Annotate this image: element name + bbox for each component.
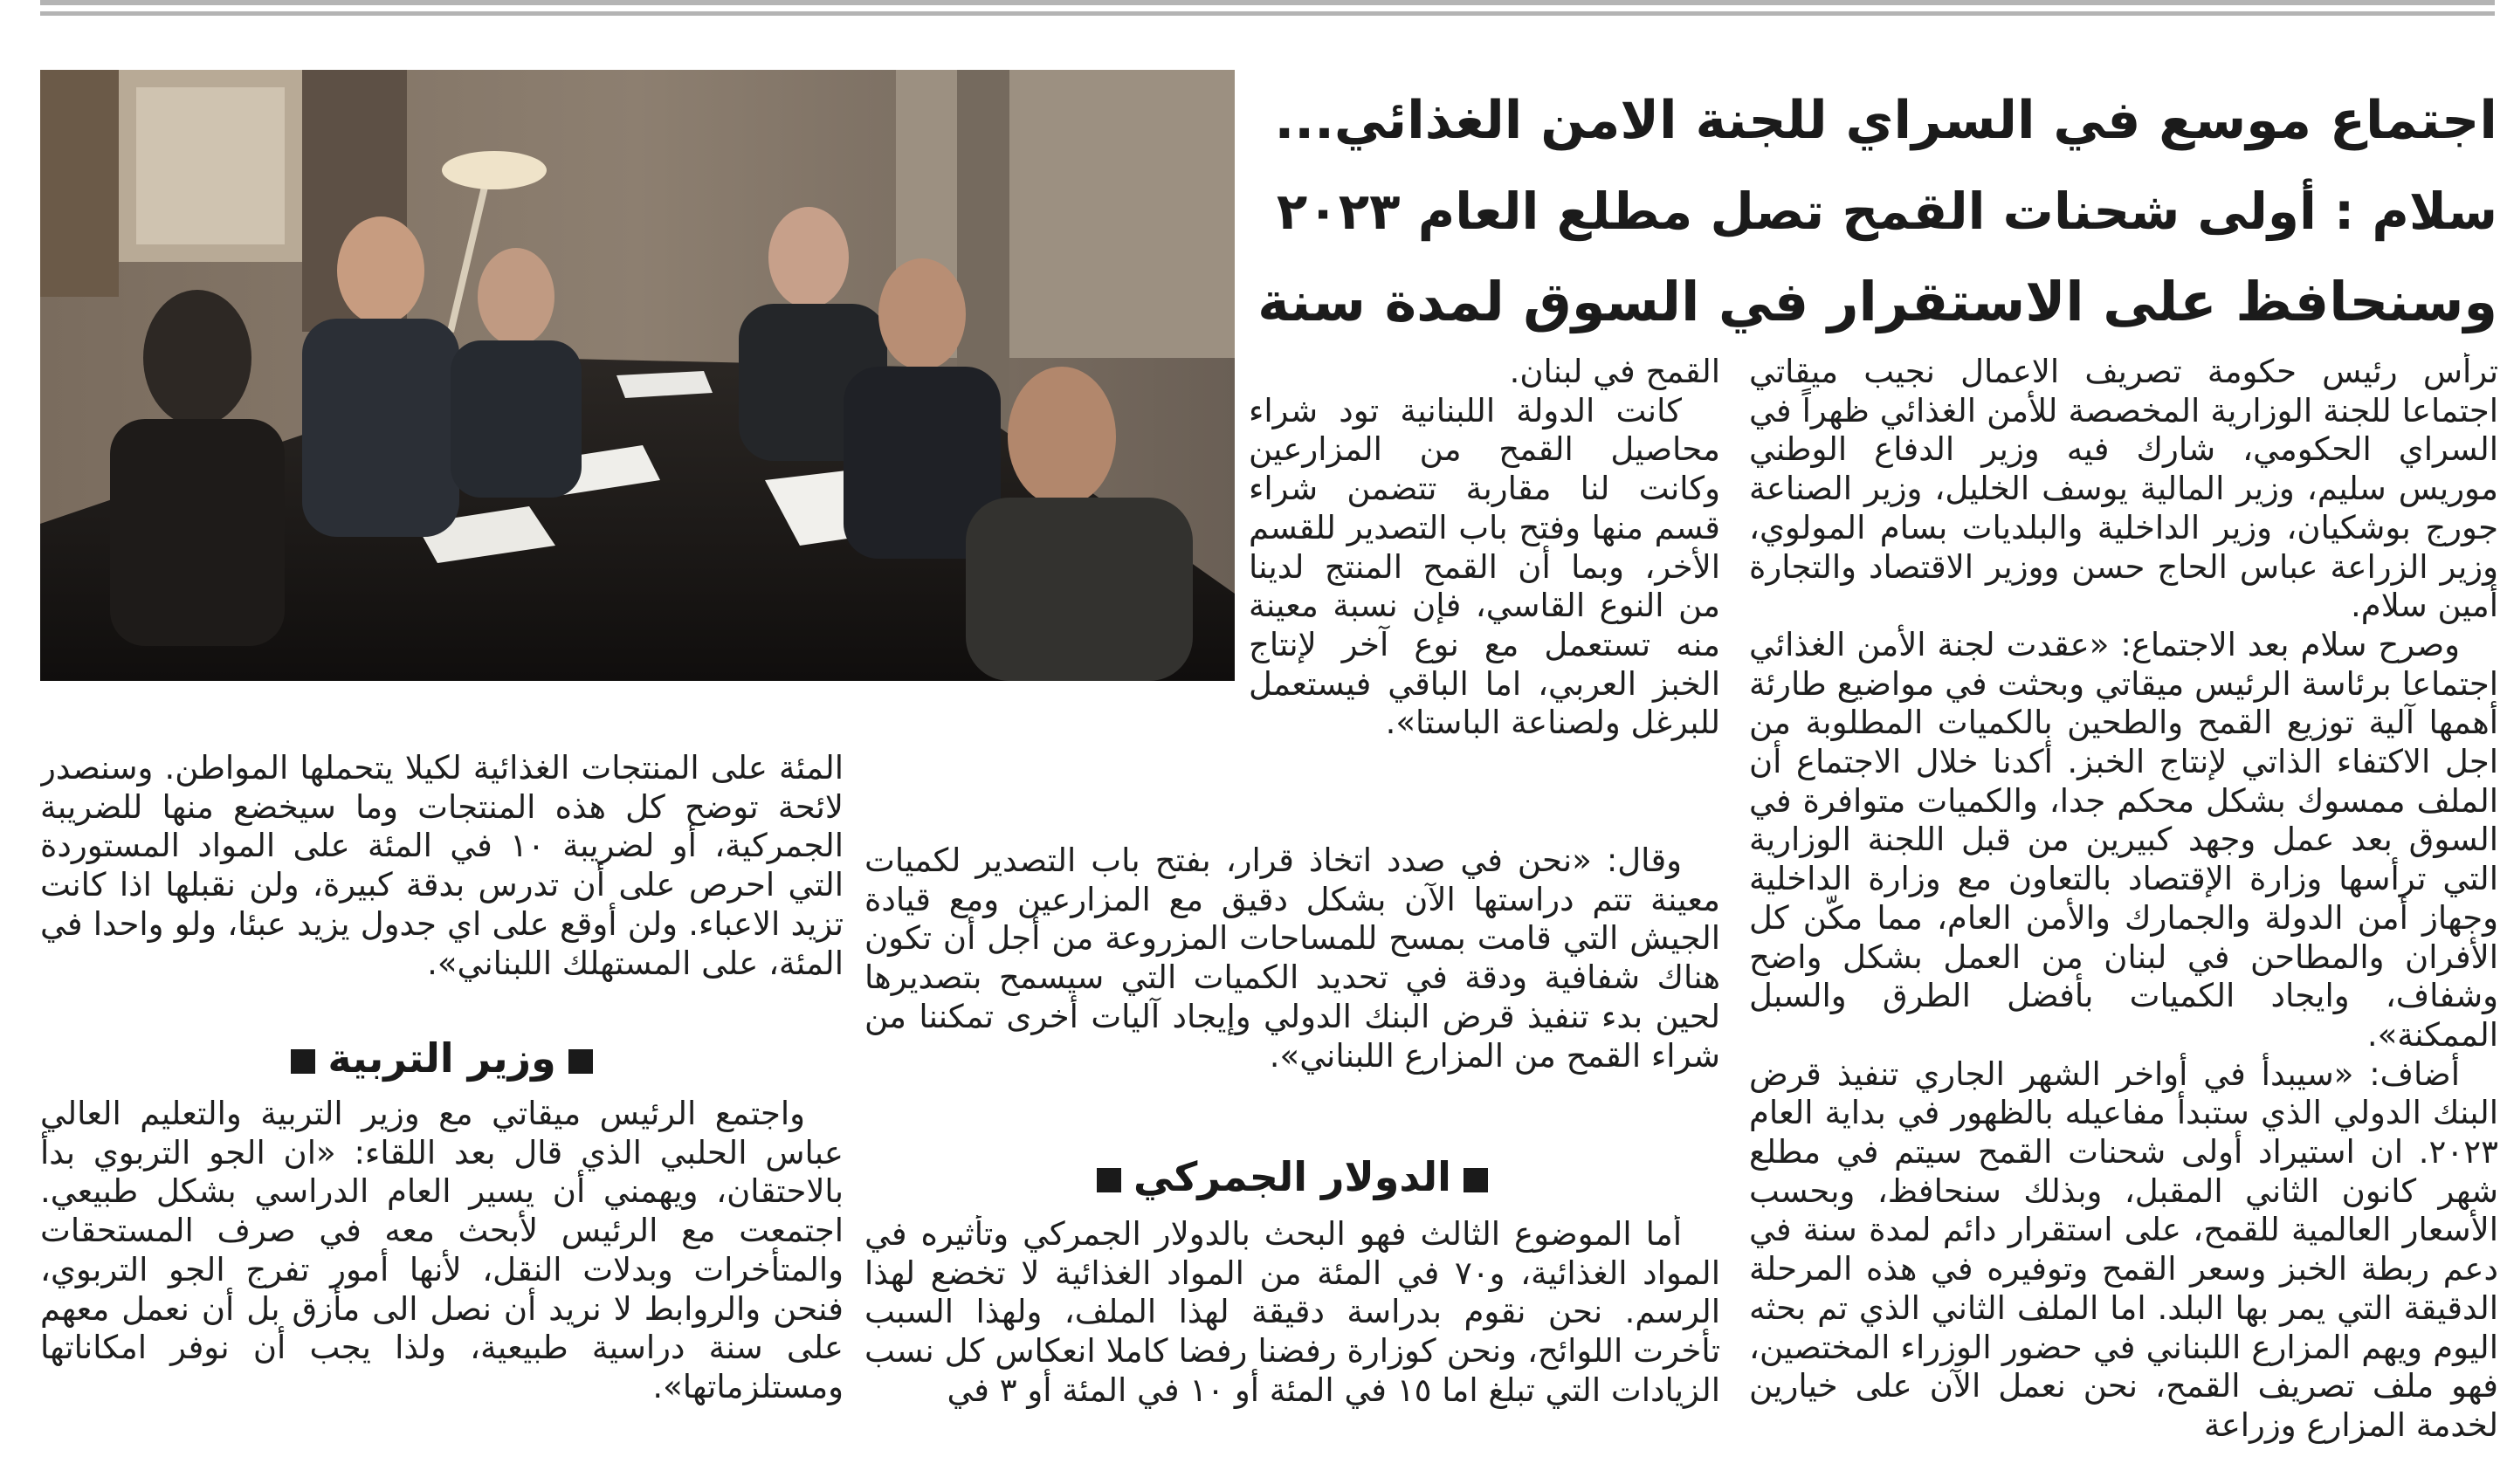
top-rule-thin bbox=[40, 11, 2495, 16]
paragraph-state-purchase: كانت الدولة اللبنانية تود شراء محاصيل القمح من المزارعين وكانت لنا مقاربة تتضمن شراء قسم منها وفتح باب التصدير للقسم الأخر، وبما أن القمح المنتج لدينا من النوع القاسي، فإن نسبة معينة منه تستعمل مع نوع آخر لإنتاج الخبز العربي، اما الباقي فيستعمل للبرغل ولصناعة الباستا». bbox=[1249, 391, 1720, 742]
square-bullet-icon bbox=[568, 1049, 593, 1074]
article-column-left bbox=[40, 749, 844, 1011]
article-column-middle bbox=[864, 842, 1720, 1138]
square-bullet-icon bbox=[1097, 1168, 1121, 1192]
paragraph-intro: ترأس رئيس حكومة تصريف الاعمال نجيب ميقاتي اجتماعا للجنة الوزارية المخصصة للأمن الغذائي ظهراً في السراي الحكومي، شارك فيه وزير الدفاع الوطني موريس سليم، وزير المالية يوسف الخليل، وزير الصناعة جورج بوشكيان، وزير الداخلية والبلديات بسام المولوي، وزير الزراعة عباس الحاج حسن ووزير الاقتصاد والتجارة أمين سلام. bbox=[1749, 353, 2498, 625]
article-column-right bbox=[1749, 353, 2498, 1484]
square-bullet-icon bbox=[291, 1049, 315, 1074]
headline bbox=[1257, 75, 2497, 347]
subhead-customs-dollar-text: الدولار الجمركي bbox=[1133, 1153, 1451, 1200]
article-column-middle-bottom bbox=[864, 1215, 1720, 1477]
paragraph-education-meeting: واجتمع الرئيس ميقاتي مع وزير التربية والتعليم العالي عباس الحلبي الذي قال بعد اللقاء: «ان الجو التربوي بدأ بالاحتقان، ويهمني أن يسير العام الدراسي بشكل طبيعي. اجتمعت مع الرئيس لأبحث معه في صرف المستحقات والمتأخرات وبدلات النقل، لأنها أمور تفرج الجو التربوي، فنحن والروابط لا نريد أن نصل الى مأزق بل أن نعمل معهم على سنة دراسية طبيعية، ولذا يجب أن نوفر امكاناتها ومستلزماتها». bbox=[40, 1095, 844, 1405]
paragraph-food-products: المئة على المنتجات الغذائية لكيلا يتحملها المواطن. وسنصدر لائحة توضح كل هذه المنتجات وما سيخضع منها للضريبة الجمركية، أو لضريبة ١٠ في المئة على المواد المستوردة التي احرص على أن تدرس بدقة كبيرة، ولن نقبلها اذا كانت تزيد الاعباء. ولن أوقع على اي جدول يزيد عبئا، ولو واحدا في المئة، على المستهلك اللبناني». bbox=[40, 749, 844, 982]
subhead-education-minister bbox=[40, 1034, 844, 1082]
headline-line-2: سلام : أولى شحنات القمح تصل مطلع العام ٢٠٢٣ bbox=[1276, 182, 2497, 241]
paragraph-export-decision: وقال: «نحن في صدد اتخاذ قرار، بفتح باب التصدير لكميات معينة تتم دراستها الآن بشكل دقيق مع المزارعين ومع قيادة الجيش التي قامت بمسح للمساحات المزروعة من أجل أن تكون هناك شفافية ودقة في تحديد الكميات التي سيسمح بتصديرها لحين بدء تنفيذ قرض البنك الدولي وإيجاد آليات أخرى تمكننا من شراء القمح من المزارع اللبناني». bbox=[864, 842, 1720, 1075]
headline-line-3: وسنحافظ على الاستقرار في السوق لمدة سنة bbox=[1257, 270, 2497, 333]
subhead-education-minister-text: وزير التربية bbox=[327, 1034, 556, 1082]
paragraph-salam-statement: وصرح سلام بعد الاجتماع: «عقدت لجنة الأمن الغذائي اجتماعا برئاسة الرئيس ميقاتي وبحثت في مواضيع طارئة أهمها آلية توزيع القمح والطحين بالكميات المطلوبة من اجل الاكتفاء الذاتي لإنتاج الخبز. أكدنا خلال الاجتماع أن الملف ممسوك بشكل محكم جدا، والكميات متوافرة في السوق بعد عمل وجهد كبيرين من قبل اللجنة الوزارية التي ترأسها وزارة الإقتصاد بالتعاون مع وزارة الداخلية وجهاز أمن الدولة والجمارك والأمن العام، مما مكّن كل الأفران والمطاحن في لبنان من العمل بشكل واضح وشفاف، وايجاد الكميات بأفضل الطرق والسبل الممكنة». bbox=[1749, 625, 2498, 1054]
headline-line-1: اجتماع موسع في السراي للجنة الامن الغذائي... bbox=[1274, 90, 2497, 151]
paragraph-salam-added: أضاف: «سيبدأ في أواخر الشهر الجاري تنفيذ قرض البنك الدولي الذي ستبدأ مفاعيله بالظهور في بداية العام ٢٠٢٣. ان استيراد أولى شحنات القمح سيتم في مطلع شهر كانون الثاني المقبل، وبذلك سنحافظ، وبحسب الأسعار العالمية للقمح، على استقرار دائم لمدة سنة في دعم ربطة الخبز وسعر القمح وتوفيره في هذه المرحلة الدقيقة التي يمر بها البلد. اما الملف الثاني الذي تم بحثه اليوم ويهم المزارع اللبناني في حضور الوزراء المختصين، فهو ملف تصريف القمح، نحن نعمل الآن على خيارين لخدمة المزارع وزراعة bbox=[1749, 1055, 2498, 1444]
article-column-left-bottom bbox=[40, 1095, 844, 1479]
paragraph-customs-dollar: أما الموضوع الثالث فهو البحث بالدولار الجمركي وتأثيره في المواد الغذائية، و٧٠ في المئة من المواد الغذائية لا تخضع لهذا الرسم. نحن نقوم بدراسة دقيقة لهذا الملف، ولهذا السبب تأخرت اللوائح، ونحن كوزارة رفضنا رفضا كاملا انعكاس كل نسب الزيادات التي تبلغ اما ١٥ في المئة أو ١٠ في المئة أو ٣ في bbox=[864, 1215, 1720, 1409]
article-column-middle-top bbox=[1249, 353, 1720, 842]
square-bullet-icon bbox=[1464, 1168, 1488, 1192]
paragraph-wheat-lebanon: القمح في لبنان. bbox=[1509, 353, 1720, 390]
meeting-photo-illustration bbox=[40, 70, 1235, 681]
meeting-photo bbox=[40, 70, 1235, 681]
top-rule bbox=[40, 0, 2495, 5]
subhead-customs-dollar bbox=[864, 1152, 1720, 1201]
